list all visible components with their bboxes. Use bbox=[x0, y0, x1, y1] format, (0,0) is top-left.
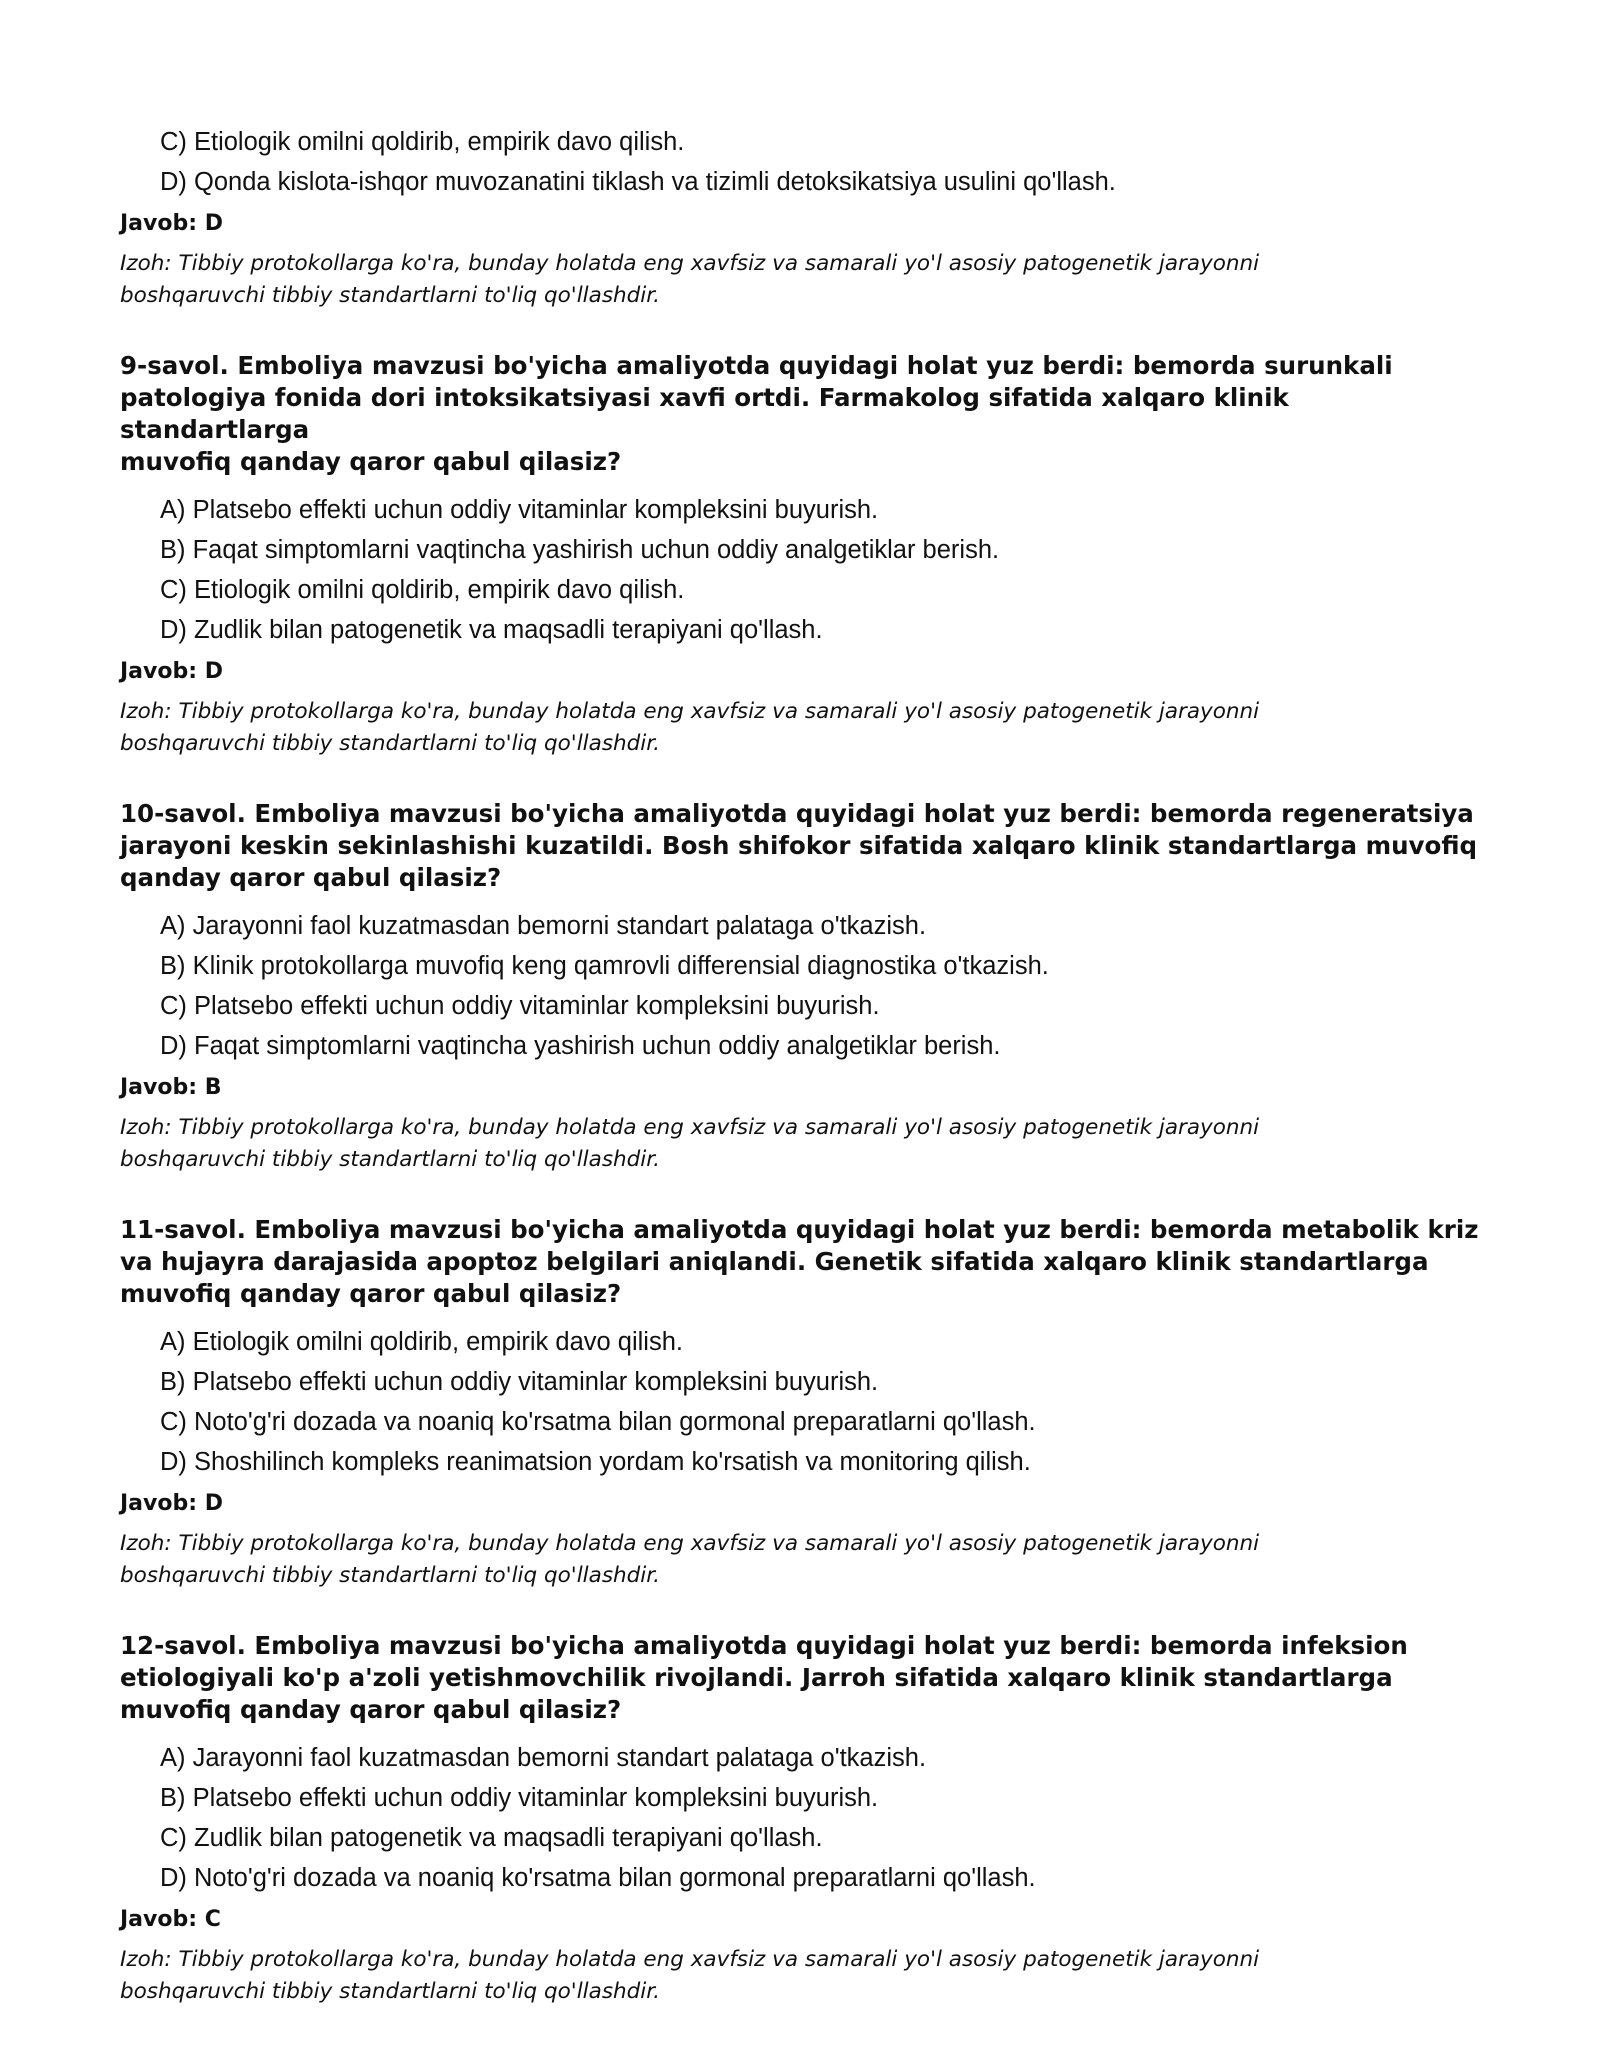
question-title-line: va hujayra darajasida apoptoz belgilari aniqlandi. Genetik sifatida xalqaro klinik standartlarga bbox=[120, 1247, 1429, 1276]
option-a: A) Jarayonni faol kuzatmasdan bemorni standart palataga o'tkazish. bbox=[160, 912, 927, 940]
question-title-line: muvofiq qanday qaror qabul qilasiz? bbox=[120, 1695, 622, 1724]
explanation-line-2: boshqaruvchi tibbiy standartlarni to'liq qo'llashdir. bbox=[120, 1147, 660, 1172]
answer-line: Javob: B bbox=[120, 1075, 222, 1100]
explanation-note bbox=[120, 1944, 1480, 2008]
explanation-line-2: boshqaruvchi tibbiy standartlarni to'liq qo'llashdir. bbox=[120, 283, 660, 308]
question-title-line: jarayoni keskin sekinlashishi kuzatildi. Bosh shifokor sifatida xalqaro klinik standartlarga muvofiq bbox=[120, 831, 1478, 860]
explanation-line-1: Izoh: Tibbiy protokollarga ko'ra, bunday holatda eng xavfsiz va samarali yo'l asosiy patogenetik jarayonni bbox=[120, 1947, 1260, 1972]
option-c: C) Etiologik omilni qoldirib, empirik davo qilish. bbox=[160, 128, 685, 156]
question-title-line: muvofiq qanday qaror qabul qilasiz? bbox=[120, 447, 622, 476]
option-c: C) Platsebo effekti uchun oddiy vitaminlar kompleksini buyurish. bbox=[160, 992, 880, 1020]
question-title-line: etiologiyali ko'p a'zoli yetishmovchilik rivojlandi. Jarroh sifatida xalqaro klinik standartlarga bbox=[120, 1663, 1393, 1692]
explanation-note bbox=[120, 696, 1480, 760]
option-b: B) Platsebo effekti uchun oddiy vitaminlar kompleksini buyurish. bbox=[160, 1784, 879, 1812]
option-c: C) Etiologik omilni qoldirib, empirik davo qilish. bbox=[160, 576, 685, 604]
question-title-line: patologiya fonida dori intoksikatsiyasi xavfi ortdi. Farmakolog sifatida xalqaro klinik standartlarga bbox=[120, 383, 1289, 444]
explanation-line-2: boshqaruvchi tibbiy standartlarni to'liq qo'llashdir. bbox=[120, 1979, 660, 2004]
question-title-line: 11-savol. Emboliya mavzusi bo'yicha amaliyotda quyidagi holat yuz berdi: bemorda metabolik kriz bbox=[120, 1215, 1479, 1244]
question-10 bbox=[120, 798, 1480, 1176]
option-b: B) Klinik protokollarga muvofiq keng qamrovli differensial diagnostika o'tkazish. bbox=[160, 952, 1049, 980]
explanation-line-1: Izoh: Tibbiy protokollarga ko'ra, bunday holatda eng xavfsiz va samarali yo'l asosiy patogenetik jarayonni bbox=[120, 1115, 1260, 1140]
explanation-line-2: boshqaruvchi tibbiy standartlarni to'liq qo'llashdir. bbox=[120, 731, 660, 756]
explanation-line-1: Izoh: Tibbiy protokollarga ko'ra, bunday holatda eng xavfsiz va samarali yo'l asosiy patogenetik jarayonni bbox=[120, 251, 1260, 276]
option-b: B) Platsebo effekti uchun oddiy vitaminlar kompleksini buyurish. bbox=[160, 1368, 879, 1396]
question-title-line: 9-savol. Emboliya mavzusi bo'yicha amaliyotda quyidagi holat yuz berdi: bemorda surunkali bbox=[120, 351, 1393, 380]
option-a: A) Platsebo effekti uchun oddiy vitaminlar kompleksini buyurish. bbox=[160, 496, 879, 524]
answer-line: Javob: D bbox=[120, 211, 223, 236]
option-d: D) Noto'g'ri dozada va noaniq ko'rsatma bilan gormonal preparatlarni qo'llash. bbox=[160, 1864, 1036, 1892]
question-12 bbox=[120, 1630, 1480, 2008]
option-d: D) Faqat simptomlarni vaqtincha yashirish uchun oddiy analgetiklar berish. bbox=[160, 1032, 1001, 1060]
question-11 bbox=[120, 1214, 1480, 1592]
explanation-line-1: Izoh: Tibbiy protokollarga ko'ra, bunday holatda eng xavfsiz va samarali yo'l asosiy patogenetik jarayonni bbox=[120, 1531, 1260, 1556]
question-9 bbox=[120, 350, 1480, 760]
answer-line: Javob: D bbox=[120, 659, 223, 684]
option-c: C) Zudlik bilan patogenetik va maqsadli terapiyani qo'llash. bbox=[160, 1824, 823, 1852]
question-title-line: 10-savol. Emboliya mavzusi bo'yicha amaliyotda quyidagi holat yuz berdi: bemorda regeneratsiya bbox=[120, 799, 1474, 828]
question-title-line: qanday qaror qabul qilasiz? bbox=[120, 863, 502, 892]
option-b: B) Faqat simptomlarni vaqtincha yashirish uchun oddiy analgetiklar berish. bbox=[160, 536, 1000, 564]
question-title-line: 12-savol. Emboliya mavzusi bo'yicha amaliyotda quyidagi holat yuz berdi: bemorda infeksion bbox=[120, 1631, 1408, 1660]
option-a: A) Jarayonni faol kuzatmasdan bemorni standart palataga o'tkazish. bbox=[160, 1744, 927, 1772]
option-d: D) Zudlik bilan patogenetik va maqsadli terapiyani qo'llash. bbox=[160, 616, 823, 644]
explanation-note bbox=[120, 248, 1480, 312]
option-d: D) Qonda kislota-ishqor muvozanatini tiklash va tizimli detoksikatsiya usulini qo'llash. bbox=[160, 168, 1116, 196]
explanation-line-2: boshqaruvchi tibbiy standartlarni to'liq qo'llashdir. bbox=[120, 1563, 660, 1588]
explanation-note bbox=[120, 1528, 1480, 1592]
question-title bbox=[120, 350, 1480, 478]
option-c: C) Noto'g'ri dozada va noaniq ko'rsatma bilan gormonal preparatlarni qo'llash. bbox=[160, 1408, 1036, 1436]
question-title-line: muvofiq qanday qaror qabul qilasiz? bbox=[120, 1279, 622, 1308]
option-d: D) Shoshilinch kompleks reanimatsion yordam ko'rsatish va monitoring qilish. bbox=[160, 1448, 1031, 1476]
explanation-line-1: Izoh: Tibbiy protokollarga ko'ra, bunday holatda eng xavfsiz va samarali yo'l asosiy patogenetik jarayonni bbox=[120, 699, 1260, 724]
question-title bbox=[120, 1214, 1480, 1310]
question-title bbox=[120, 798, 1480, 894]
answer-line: Javob: C bbox=[120, 1907, 221, 1932]
document-page bbox=[120, 122, 1480, 2008]
answer-line: Javob: D bbox=[120, 1491, 223, 1516]
question-title bbox=[120, 1630, 1480, 1726]
question-8-tail bbox=[120, 122, 1480, 312]
option-a: A) Etiologik omilni qoldirib, empirik davo qilish. bbox=[160, 1328, 683, 1356]
explanation-note bbox=[120, 1112, 1480, 1176]
